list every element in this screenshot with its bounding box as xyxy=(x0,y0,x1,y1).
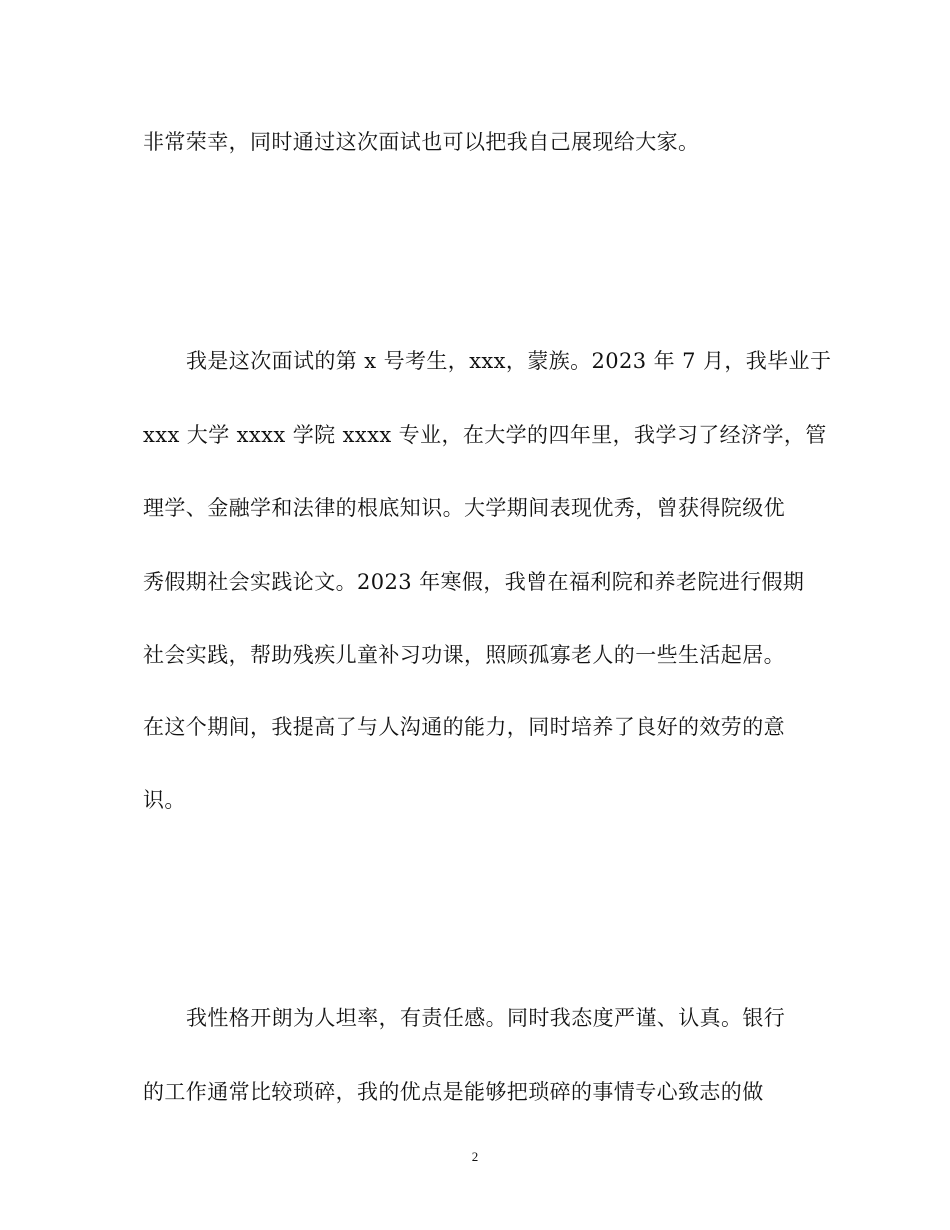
paragraph-2-line-2: xxx 大学 xxxx 学院 xxxx 专业，在大学的四年里，我学习了经济学，管 xyxy=(143,423,827,447)
paragraph-2-line-6: 在这个期间，我提高了与人沟通的能力，同时培养了良好的效劳的意 xyxy=(143,715,785,739)
paragraph-2-line-4: 秀假期社会实践论文。2023 年寒假，我曾在福利院和养老院进行假期 xyxy=(143,570,805,594)
paragraph-2-line-5: 社会实践，帮助残疾儿童补习功课，照顾孤寡老人的一些生活起居。 xyxy=(143,643,785,667)
paragraph-2-line-3: 理学、金融学和法律的根底知识。大学期间表现优秀，曾获得院级优 xyxy=(143,496,785,520)
page-number: 2 xyxy=(471,1149,479,1164)
paragraph-3-line-1: 我性格开朗为人坦率，有责任感。同时我态度严谨、认真。银行 xyxy=(186,1006,786,1030)
paragraph-3-line-2: 的工作通常比较琐碎，我的优点是能够把琐碎的事情专心致志的做 xyxy=(143,1080,764,1104)
paragraph-1-line-1: 非常荣幸，同时通过这次面试也可以把我自己展现给大家。 xyxy=(143,130,700,154)
paragraph-2-line-7: 识。 xyxy=(143,788,186,812)
paragraph-2-line-1: 我是这次面试的第 x 号考生，xxx，蒙族。2023 年 7 月，我毕业于 xyxy=(186,349,832,373)
